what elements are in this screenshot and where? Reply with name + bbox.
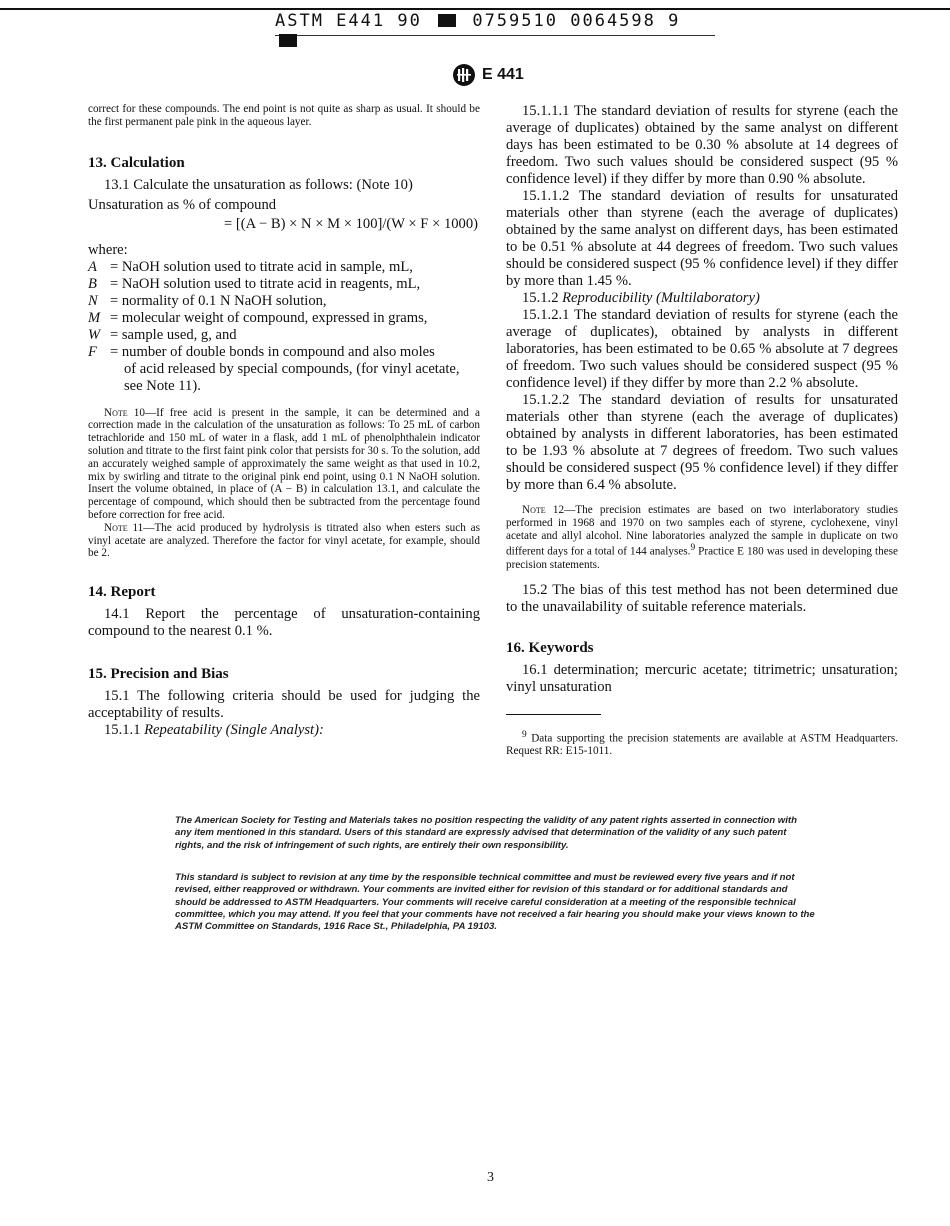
definition-item: W = sample used, g, and [88, 326, 237, 343]
patent-disclaimer: The American Society for Testing and Materials takes no position respecting the validity of any patent rights asserted in connection with any item mentioned in this standard. Users of this standard are expressly advised that determination of the validity of any such patent rights, and the risk of infringement of such rights, are entirely their own responsibility. [175, 815, 797, 851]
paragraph-15-1-2-2: 15.1.2.2 The standard deviation of results for unsaturated materials other than styrene (each the average of duplicates) obtained by analysts in different laboratories, has been estimated to be 1.93 % absolute at 7 degrees of freedom. Two such values should be considered suspect (95 % confidence level) if they differ by more than 6.4 % absolute. [506, 392, 898, 493]
footnote-rule [506, 714, 601, 715]
paragraph-15-1: 15.1 The following criteria should be used for judging the acceptability of results. [88, 688, 480, 722]
left-column [88, 103, 480, 739]
variable-definitions [88, 259, 480, 395]
section-13-heading: 13. Calculation [88, 154, 185, 171]
standard-designation: E 441 [482, 66, 524, 83]
document-designation-code: ASTM E441 90 [275, 11, 422, 31]
where-label: where: [88, 241, 128, 258]
right-column [506, 103, 898, 758]
paragraph-15-1-1-1: 15.1.1.1 The standard deviation of results for styrene (each the average of duplicates) obtained by the same analyst on different days has been estimated to be 0.30 % absolute at 14 degrees of freedom. Two such values should be considered suspect (95 % confidence level) if they differ by more than 0.90 % absolute. [506, 103, 898, 187]
note-12: Note 12—The precision estimates are based on two interlaboratory studies performed in 1968 and 1970 on two samples each of styrene, cyclohexene, vinyl acetate and allyl alcohol. Nine laboratories analyzed the sample in duplicate on two different days for a total of 144 analyses.$^9$ Practice E 180 was used in developing these precision statements. [506, 504, 898, 571]
note-11: Note 11—The acid produced by hydrolysis is titrated also when esters such as vinyl acetate are analyzed. Therefore the factor for vinyl acetate, for example, should be 2. [88, 521, 481, 560]
section-15-heading: 15. Precision and Bias [88, 666, 229, 683]
formula-lhs: Unsaturation as % of compound [88, 196, 277, 213]
definition-item: A = NaOH solution used to titrate acid in sample, mL, [88, 258, 413, 275]
note-10: Note 10—If free acid is present in the sample, it can be determined and a correction made in the calculation of the unsaturation as follows: To 25 mL of carbon tetrachloride and 150 mL of water in a flask, add 1 mL of phenolphthalein indicator solution and titrate to the first faint pink color that persists for 30 s. To the solution, add an accurately weighed sample of approximately the same weight as that used in 10.2, mix by swirling and titrate to the original pink end point, using 0.1 N NaOH solution. Insert the volume obtained, in place of (A − B) in calculation 13.1, and calculate the percentage of compound, which should then be subtracted from the percentage found before correction for free acid. [88, 406, 480, 521]
section-14-heading: 14. Report [88, 584, 156, 601]
barcode-number-2: 0064598 9 [570, 11, 681, 31]
carried-paragraph: correct for these compounds. The end point is not quite as sharp as usual. It should be the first permanent pale pink in the aqueous layer. [88, 103, 480, 128]
paragraph-15-1-1: 15.1.1 Repeatability (Single Analyst): [104, 722, 324, 739]
formula-rhs: = [(A − B) × N × M × 100]/(W × F × 1000) [224, 215, 478, 232]
barcode-block-icon [279, 34, 297, 47]
paragraph-15-1-2: 15.1.2 Reproducibility (Multilaboratory) [522, 290, 760, 306]
astm-logo-icon [452, 63, 476, 87]
header-rule [0, 8, 950, 10]
barcode-number-1: 0759510 [472, 11, 558, 31]
barcode-block-icon [438, 14, 456, 27]
paragraph-15-2: 15.2 The bias of this test method has not been determined due to the unavailability of suitable reference materials. [506, 581, 898, 615]
definition-item: B = NaOH solution used to titrate acid in reagents, mL, [88, 275, 421, 292]
document-id-strip [275, 11, 715, 36]
paragraph-14-1: 14.1 Report the percentage of unsaturation-containing compound to the nearest 0.1 %. [88, 606, 480, 640]
section-16-heading: 16. Keywords [506, 639, 594, 656]
page-number: 3 [487, 1170, 494, 1185]
revision-notice: This standard is subject to revision at any time by the responsible technical committee and must be reviewed every five years and if not revised, either reapproved or withdrawn. Your comments are invited either for revision of this standard or for additional standards and should be addressed to ASTM Headquarters. Your comments will receive careful consideration at a meeting of the responsible technical committee, which you may attend. If you feel that your comments have not received a fair hearing you should make your views known to the ASTM Committee on Standards, 1916 Race St., Philadelphia, PA 19103. [175, 872, 815, 933]
paragraph-15-1-2-1: 15.1.2.1 The standard deviation of results for styrene (each the average of duplicates), obtained by analysts in different laboratories, has been estimated to be 0.65 % absolute at 7 degrees of freedom. Two such values should be considered suspect (95 % confidence level) if they differ by more than 2.2 % absolute. [506, 307, 898, 391]
definition-item: M = molecular weight of compound, expressed in grams, [88, 309, 428, 326]
paragraph-15-1-1-2: 15.1.1.2 The standard deviation of results for unsaturated materials other than styrene (each the average of duplicates) obtained by the same analyst on different days, has been estimated to be 0.51 % absolute at 44 degrees of freedom. Two such values should be considered suspect (95 % confidence level) if they differ by more than 1.45 %. [506, 188, 898, 289]
footnote-9: $^9$ Data supporting the precision statements are available at ASTM Headquarters. Request RR: E15-1011. [506, 729, 898, 758]
definition-item: F = number of double bonds in compound and also moles of acid released by special compounds, (for vinyl acetate, see Note 11). [88, 343, 460, 394]
paragraph-13-1: 13.1 Calculate the unsaturation as follows: (Note 10) [104, 176, 413, 193]
standard-header [452, 62, 524, 88]
paragraph-16-1: 16.1 determination; mercuric acetate; titrimetric; unsaturation; vinyl unsaturation [506, 661, 898, 695]
definition-item: N = normality of 0.1 N NaOH solution, [88, 292, 327, 309]
